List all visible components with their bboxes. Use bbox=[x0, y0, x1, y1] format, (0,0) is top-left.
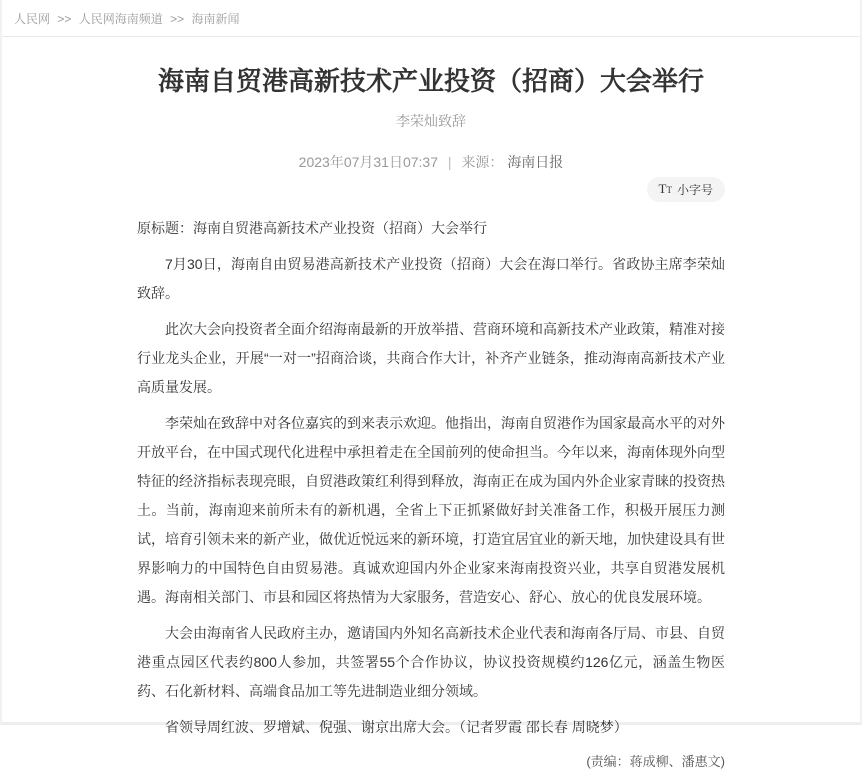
paragraph: 此次大会向投资者全面介绍海南最新的开放举措、营商环境和高新技术产业政策，精准对接行业龙头企业，开展“一对一”招商洽谈，共商合作大计，补齐产业链条，推动海南高新技术产业高质量发展。 bbox=[137, 321, 725, 395]
paragraph: 省领导周红波、罗增斌、倪强、谢京出席大会。（记者罗霞 邵长春 周晓梦） bbox=[165, 719, 628, 735]
paragraph: 大会由海南省人民政府主办，邀请国内外知名高新技术企业代表和海南各厅局、市县、自贸港重点园区代表约800人参加，共签署55个合作协议，协议投资规模约126亿元，涵盖生物医药、石化新材料、高端食品加工等先进制造业细分领域。 bbox=[137, 625, 725, 699]
article-content bbox=[137, 214, 725, 742]
meta-separator: | bbox=[447, 154, 452, 170]
article-meta bbox=[137, 152, 725, 172]
font-size-button[interactable] bbox=[647, 177, 725, 202]
breadcrumb-link-hainan-channel[interactable]: 人民网海南频道 bbox=[78, 12, 163, 26]
original-title-text: 海南自贸港高新技术产业投资（招商）大会举行 bbox=[193, 220, 487, 236]
breadcrumb-separator: >> bbox=[170, 12, 185, 26]
paragraph: 李荣灿在致辞中对各位嘉宾的到来表示欢迎。他指出，海南自贸港作为国家最高水平的对外开放平台，在中国式现代化进程中承担着走在全国前列的使命担当。今年以来，海南体现外向型特征的经济指标表现亮眼，自贸港政策红利得到释放，海南正在成为国内外企业家青睐的投资热土。当前，海南迎来前所未有的新机遇，全省上下正抓紧做好封关准备工作，积极开展压力测试，培育引领未来的新产业，做优近悦远来的新环境，打造宜居宜业的新天地，加快建设具有世界影响力的中国特色自由贸易港。真诚欢迎国内外企业家来海南投资兴业，共享自贸港发展机遇。海南相关部门、市县和园区将热情为大家服务，营造安心、舒心、放心的优良发展环境。 bbox=[137, 415, 725, 605]
breadcrumb-link-peoples-daily[interactable]: 人民网 bbox=[14, 12, 51, 26]
source-label: 来源： bbox=[461, 154, 504, 170]
original-title-line bbox=[137, 214, 725, 243]
publish-time: 2023年07月31日07:37 bbox=[298, 154, 438, 170]
article-container bbox=[137, 64, 725, 780]
font-size-icon: TT bbox=[658, 181, 672, 196]
breadcrumb-link-hainan-news[interactable]: 海南新闻 bbox=[191, 12, 240, 26]
breadcrumb bbox=[2, 0, 860, 37]
article-toolbar bbox=[137, 177, 725, 203]
editors-note: (责编：蒋成柳、潘惠文) bbox=[586, 754, 725, 769]
font-size-button-label: 小字号 bbox=[676, 182, 713, 197]
paragraph: 7月30日，海南自由贸易港高新技术产业投资（招商）大会在海口举行。省政协主席李荣灿致辞。 bbox=[137, 256, 725, 301]
source-link[interactable]: 海南日报 bbox=[507, 154, 564, 170]
page-title: 海南自贸港高新技术产业投资（招商）大会举行 bbox=[157, 66, 704, 96]
original-title-label: 原标题： bbox=[137, 220, 193, 236]
breadcrumb-separator: >> bbox=[57, 12, 72, 26]
article-subtitle: 李荣灿致辞 bbox=[396, 113, 466, 129]
